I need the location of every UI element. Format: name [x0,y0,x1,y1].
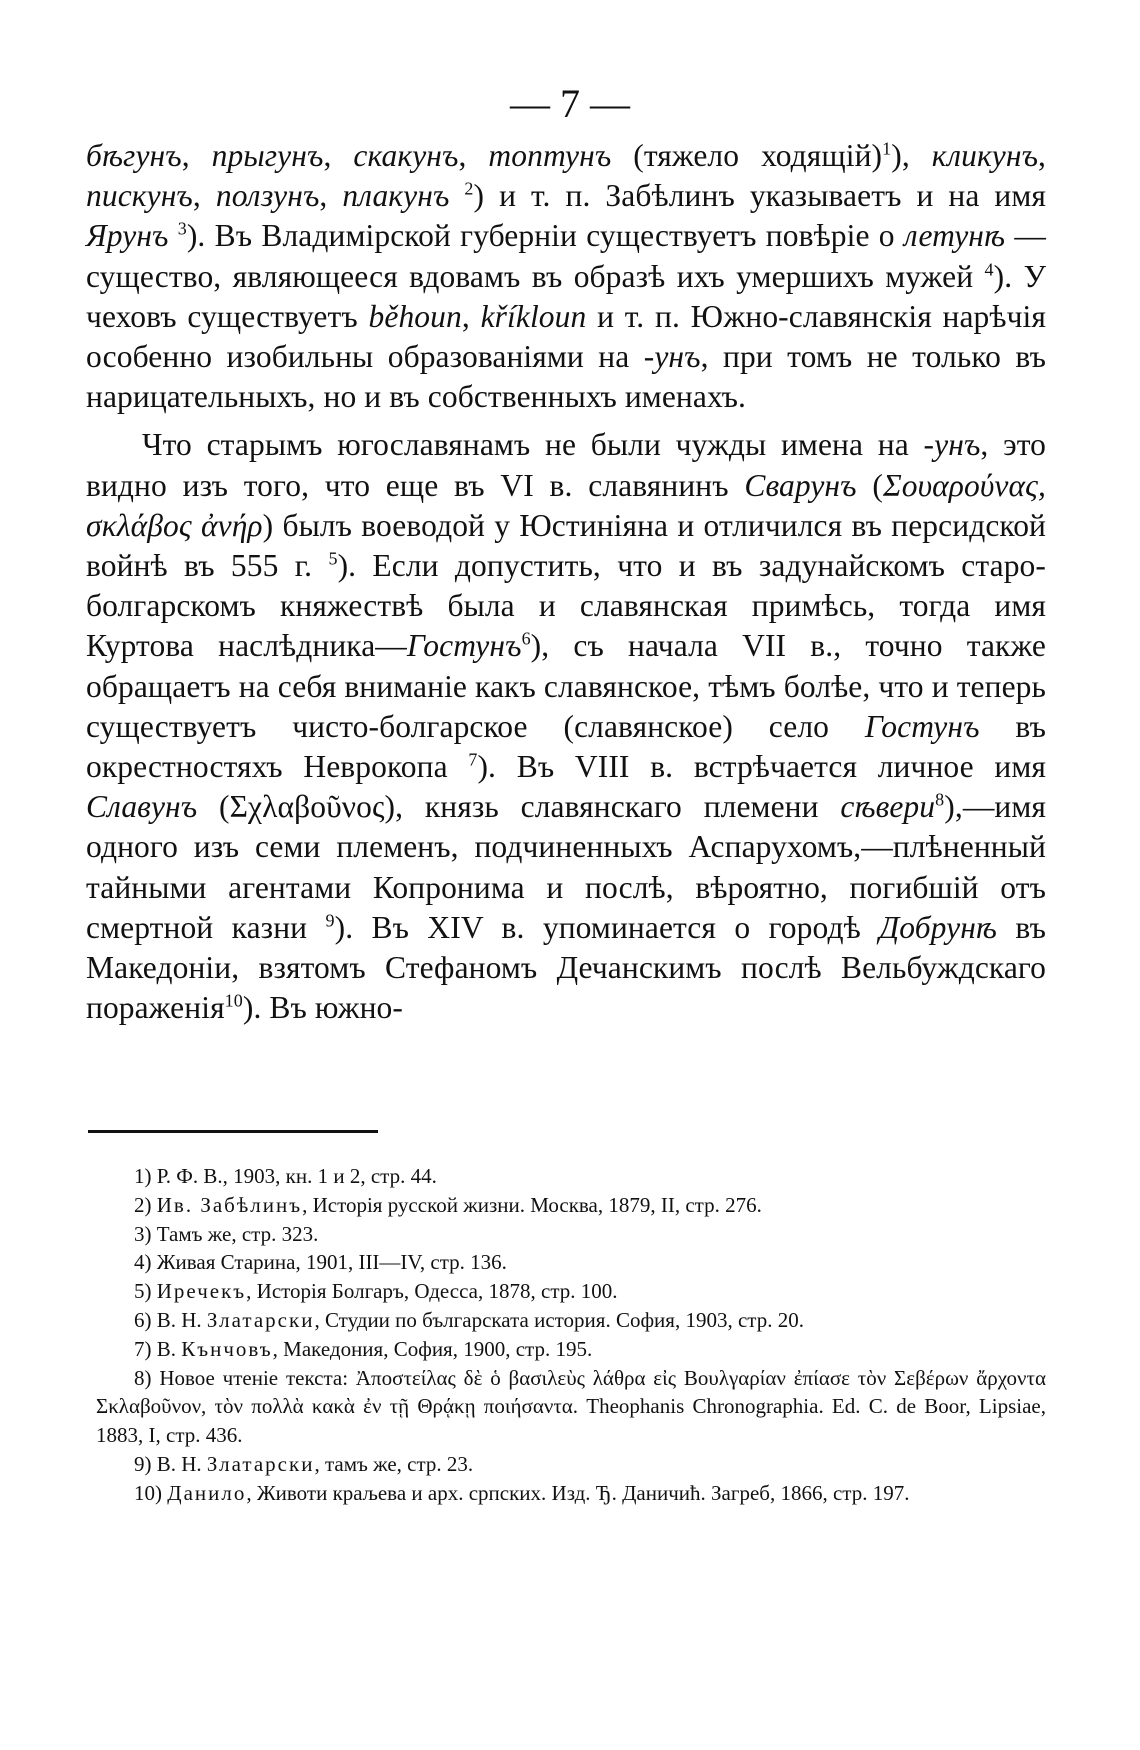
footnote-2 [86,1191,1046,1220]
text-run: ),—имя одного изъ семи племенъ, подчиненныхъ Аспарухомъ,—плѣненный тайными агентами Копронима и послѣ, вѣроятно, погибшій отъ смертной казни [86,789,1046,945]
footnote-source: , Исторія Болгаръ, Одесса, 1878, стр. 100. [246,1279,618,1304]
text-run: ). Если допустить, что и въ задунайскомъ старо-болгарскомъ княжествѣ была и славянская примѣсь, тогда имя Куртова наслѣдника— [86,548,1046,664]
footnote-number: 9) В. Н. [134,1451,207,1476]
italic-word: кликунъ [931,138,1039,173]
text-run: ), съ начала VII в., точно также обращаетъ на себя вниманіе какъ славянское, тѣмъ болѣе, что и теперь существуетъ чисто-болгарское (славянское) село [86,628,1046,744]
footnote-9 [86,1450,1046,1479]
text-run: ). У чеховъ существуетъ [86,258,1046,334]
text-run: въ Македоніи, взятомъ Стефаномъ Дечанскимъ послѣ Вельбуждскаго пораженія [86,909,1046,1026]
italic-word: сѣвери [840,789,936,825]
paragraph-2 [86,425,1046,1028]
footnote-ref: 6 [521,628,531,649]
footnote-1: 1) Р. Ф. В., 1903, кн. 1 и 2, стр. 44. [134,1164,437,1188]
text-run: , [323,138,354,173]
text-run [449,178,464,213]
footnote-author: Златарски [206,1307,315,1332]
footnote-number: 7) В. [134,1336,182,1361]
footnote-divider [88,1130,378,1133]
text-run: въ окрестностяхъ Неврокопа [86,708,1046,785]
text-run: ). Въ VIII в. встрѣчается личное имя [477,749,1046,785]
footnote-ref: 2 [464,178,474,199]
italic-word: Гостунъ [864,708,980,744]
footnote-author: Кънчовъ [181,1336,273,1361]
text-run: , [181,138,212,173]
footnote-source: , Студии по българската история. София, 1903, стр. 20. [314,1307,804,1332]
italic-word: ползунъ [215,178,320,214]
footnote-author: Иречекъ [156,1279,247,1304]
footnote-source: , Исторія русской жизни. Москва, 1879, II, стр. 276. [302,1192,762,1217]
text-run: , [461,298,481,334]
italic-word: -унъ [923,427,981,463]
footnote-source: , Животи краљева и арх. српских. Изд. Ђ. Даничић. Загреб, 1866, стр. 197. [246,1480,910,1505]
footnotes [86,1162,1046,1508]
italic-word: běhoun [368,298,462,334]
footnote-ref: 8 [935,789,945,810]
page-number: — 7 — [510,81,630,126]
footnote-number: 10) [134,1480,168,1505]
footnote-author: Ив. Забѣлинъ [156,1192,303,1217]
footnote-number: 5) [134,1279,157,1304]
italic-word: скакунъ [353,138,459,173]
italic-word: прыгунъ [211,138,324,173]
paragraph-1 [86,136,1046,417]
footnote-6 [86,1306,1046,1335]
italic-word: бѣгунъ [86,138,182,173]
text-run: (Σχλαβοῦνος), князь славянскаго племени [197,789,841,825]
text-run: ) и т. п. Забѣлинъ указываетъ и на имя [473,178,1047,214]
text-run: ) былъ воеводой у Юстиніяна и отличился въ персидской войнѣ въ 555 г. [86,507,1047,584]
footnote-source: , Македония, София, 1900, стр. 195. [272,1336,593,1361]
main-text [86,136,1046,1028]
italic-word: пискунъ [86,178,193,214]
footnote-10 [86,1479,1046,1508]
text-run: — существо, являющееся вдовамъ въ образѣ ихъ умершихъ мужей [86,218,1046,294]
text-run: , при томъ не только въ нарицательныхъ, но и въ собственныхъ именахъ. [86,339,1046,415]
footnote-ref: 9 [325,910,335,931]
text-run: , [319,178,343,214]
text-run: , это видно изъ того, что еще въ VI в. славянинъ [86,427,1047,503]
italic-word: летунѣ [903,218,1006,254]
footnote-ref: 7 [468,749,478,770]
footnote-5 [86,1277,1046,1306]
text-run [169,218,178,253]
text-run: , [1038,138,1047,173]
italic-word: Ярунъ [86,218,169,254]
text-run: Что старымъ югославянамъ не были чужды имена на [142,427,924,463]
footnote-number: 6) В. Н. [134,1307,207,1332]
footnote-ref: 4 [984,259,994,280]
text-run: ). Въ XIV в. упоминается о городѣ [334,909,880,945]
footnote-author: Данило [167,1480,247,1505]
italic-word: топтунъ [488,138,612,173]
text-run: ), [891,138,932,173]
italic-word: Гостунъ [406,628,522,664]
text-run: , [458,138,489,173]
italic-word: kříkloun [480,298,587,334]
text-run: ( [856,467,883,503]
footnote-4: 4) Живая Старина, 1901, III—IV, стр. 136. [134,1250,507,1275]
italic-word: Славунъ [86,789,198,825]
italic-word: Σουαρούνας, σκλάβος ἀνήρ [86,467,1046,543]
footnote-ref: 10 [224,990,243,1011]
text-run: , [192,178,216,214]
footnote-7 [86,1335,1046,1364]
italic-word: -унъ [643,339,701,375]
footnote-source: , тамъ же, стр. 23. [314,1451,474,1476]
footnote-3: 3) Тамъ же, стр. 323. [134,1221,319,1246]
footnote-8: 8) Новое чтеніе текста: Ἀποστείλας δὲ ὁ βασιλεὺς λάθρα εἰς Βουλγαρίαν ἐπίασε τὸν Σεβέρων ἄρχοντα Σκλαβοῦνον, τὸν πολλὰ κακὰ ἐν τῇ Θρᾴκῃ ποιήσαντα. Theophanis Chronographia. Ed. C. de Boor, Lipsiae, 1883, I, стр. 436. [96,1365,1046,1448]
text-run: ). Въ южно- [242,990,403,1026]
italic-word: Добрунѣ [879,909,998,945]
footnote-ref: 1 [882,138,892,159]
footnote-author: Златарски [206,1451,315,1476]
italic-word: Сварунъ [744,467,857,503]
text-run: и т. п. Южно-славянскія нарѣчія особенно изобильны образованіями на [86,298,1046,375]
italic-word: плакунъ [342,178,450,214]
footnote-number: 2) [134,1192,157,1217]
text-run: (тяжело ходящій) [611,138,883,173]
text-run: ). Въ Владимірской губерніи существуетъ повѣріе о [186,218,904,254]
footnote-ref: 5 [328,548,338,569]
footnote-ref: 3 [177,218,187,239]
